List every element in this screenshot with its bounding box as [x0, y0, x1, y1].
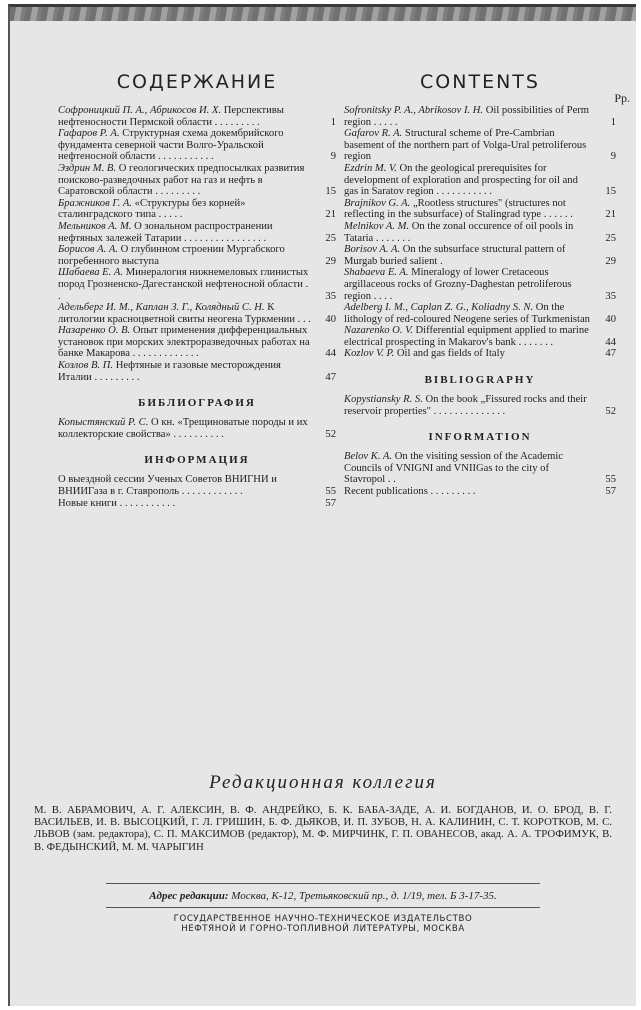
toc-entry	[344, 244, 616, 267]
toc-entry	[58, 360, 336, 383]
address-value: Москва, К-12, Третьяковский пр., д. 1/19, тел. Б 3-17-35.	[231, 890, 497, 902]
entry-title: Структурная схема докембрийского фундамента северной части Волго-Уральской нефтеносной области . . . . . . . . . . .	[58, 128, 284, 163]
toc-entry	[344, 486, 616, 498]
publisher-line-2: НЕФТЯНОЙ И ГОРНО-ТОПЛИВНОЙ ЛИТЕРАТУРЫ, МОСКВА	[181, 924, 465, 935]
contents-column-english	[344, 71, 630, 498]
entry-page-number: 21	[325, 209, 336, 221]
entry-author: Melnikov A. M.	[344, 220, 410, 232]
entry-page-number: 1	[330, 116, 336, 128]
entry-page-number: 29	[605, 255, 616, 267]
entry-page-number: 52	[325, 428, 336, 440]
entry-page-number: 35	[325, 290, 336, 302]
entry-title: Structural scheme of Pre-Cambrian basement of the northern part of Volga-Ural petroliferous region	[344, 128, 587, 163]
entry-title: Oil and gas fields of Italy	[396, 348, 505, 360]
entry-author: Kopystiansky R. S.	[344, 394, 423, 406]
entry-title: On the visiting session of the Academic Councils of VNIGNI and VNIIGas to the city of Stavropol . .	[344, 451, 564, 486]
entry-author: Kozlov V. P.	[344, 348, 395, 360]
entry-title: Recent publications . . . . . . . . .	[344, 486, 476, 498]
editorial-board-title: Редакционная коллегия	[209, 772, 437, 793]
entry-title: Минералогия нижнемеловых глинистых пород Грозненско-Дагестанской нефтеносной области . .	[58, 267, 309, 302]
toc-entry	[58, 128, 336, 163]
entry-page-number: 25	[325, 232, 336, 244]
entry-title: Mineralogy of lower Cretaceous argillaceous rocks of Grozny-Daghestan petroliferous region . . . .	[344, 267, 572, 302]
publisher-imprint	[10, 914, 636, 935]
toc-entry	[58, 474, 336, 497]
entry-page-number: 40	[605, 313, 616, 325]
entry-page-number: 15	[325, 186, 336, 198]
russian-information-list	[58, 474, 336, 509]
entry-title: К литологии красноцветной свиты неогена Туркмении . . .	[58, 302, 311, 325]
toc-entry	[344, 198, 616, 221]
entry-author: Адельберг И. М., Каплан З. Г., Колядный С. Н.	[58, 302, 265, 314]
entry-author: Ezdrin M. V.	[344, 162, 397, 174]
editorial-board	[30, 772, 616, 853]
russian-bibliography-list	[58, 417, 336, 440]
contents-column-russian	[58, 71, 336, 509]
entry-title: On the subsurface structural pattern of Murgab buried salient .	[344, 244, 566, 267]
toc-entry	[344, 163, 616, 198]
entry-author: Эздрин М. В.	[58, 162, 117, 174]
english-entries-list	[344, 105, 616, 360]
toc-entry	[58, 325, 336, 360]
entry-title: О геологических предпосылках развития поисково-разведочных работ на газ и нефть в Саратовской области . . . . . . . . .	[58, 162, 305, 198]
entry-author: Gafarov R. A.	[344, 128, 403, 140]
toc-entry	[344, 348, 616, 360]
entry-page-number: 1	[610, 116, 616, 128]
entry-title: Перспективы нефтеносности Пермской области . . . . . . . . .	[58, 105, 284, 128]
entry-author: Назаренко О. В.	[58, 325, 131, 337]
entry-title: Differential equipment applied to marine electrical prospecting in Makarov's bank . . . . . . .	[344, 325, 589, 348]
russian-information-heading: ИНФОРМАЦИЯ	[144, 454, 250, 467]
entry-page-number: 55	[325, 486, 336, 498]
toc-entry	[58, 267, 336, 302]
toc-entry	[344, 451, 616, 486]
toc-entry	[344, 128, 616, 163]
english-information-list	[344, 451, 616, 497]
entry-author: Brajnikov G. A.	[344, 197, 411, 209]
entry-author: Adelberg I. M., Caplan Z. G., Koliadny S. N.	[344, 302, 534, 314]
entry-page-number: 15	[605, 186, 616, 198]
entry-page-number: 9	[610, 151, 616, 163]
toc-entry	[58, 163, 336, 198]
entry-page-number: 40	[325, 313, 336, 325]
toc-entry	[58, 221, 336, 244]
entry-title: „Rootless structures" (structures not reflecting in the subsurface) of Stalingrad type . . . . . .	[344, 197, 573, 221]
entry-title: О глубинном строении Мургабского погребенного выступа	[58, 244, 285, 267]
russian-bibliography-heading: БИБЛИОГРАФИЯ	[138, 397, 256, 410]
divider-top	[106, 883, 540, 884]
entry-author: Sofronitsky P. A., Abrikosov I. H.	[344, 105, 484, 116]
entry-author: Nazarenko O. V.	[344, 325, 413, 337]
russian-entries-list	[58, 105, 336, 383]
toc-entry	[344, 325, 616, 348]
entry-author: Софроницкий П. А., Абрикосов И. Х.	[58, 105, 222, 116]
entry-page-number: 47	[325, 371, 336, 383]
toc-entry	[344, 221, 616, 244]
entry-page-number: 29	[325, 255, 336, 267]
entry-page-number: 55	[605, 474, 616, 486]
entry-page-number: 25	[605, 232, 616, 244]
entry-author: Копыстянский Р. С.	[58, 417, 149, 429]
entry-title: «Структуры без корней» сталинградского типа . . . . .	[58, 197, 246, 221]
entry-page-number: 57	[325, 497, 336, 509]
toc-entry	[344, 105, 616, 128]
entry-author: Shabaeva E. A.	[344, 267, 409, 279]
english-information-heading: INFORMATION	[428, 431, 532, 444]
entry-title: Опыт применения дифференциальных установок при морских электроразведочных работах на банке Макарова . . . . . . . . . . . . .	[58, 325, 310, 360]
entry-author: Borisov A. A.	[344, 244, 401, 256]
entry-title: On the lithology of red-coloured Neogene series of Turkmenistan	[344, 302, 590, 325]
entry-title: On the geological prerequisites for development of exploration and prospecting for oil and gas in Saratov region . . . . . . . . . . .	[344, 162, 578, 198]
entry-title: О зональном распространении нефтяных залежей Татарии . . . . . . . . . . . . . . . .	[58, 220, 273, 244]
address-label: Адрес редакции:	[149, 890, 229, 902]
entry-author: Борисов А. А.	[58, 244, 119, 256]
entry-page-number: 47	[605, 348, 616, 360]
english-bibliography-heading: BIBLIOGRAPHY	[424, 374, 536, 387]
divider-bottom	[106, 907, 540, 908]
entry-author: Belov K. A.	[344, 451, 393, 463]
entry-author: Гафаров Р. А.	[58, 128, 120, 140]
publisher-line-1: ГОСУДАРСТВЕННОЕ НАУЧНО-ТЕХНИЧЕСКОЕ ИЗДАТЕЛЬСТВО	[173, 914, 473, 924]
entry-title: Новые книги . . . . . . . . . . .	[58, 497, 176, 509]
entry-title: О кн. «Трещиноватые породы и их коллекторские свойства» . . . . . . . . . .	[58, 417, 308, 440]
entry-page-number: 35	[605, 290, 616, 302]
editorial-address	[10, 890, 636, 902]
toc-entry	[58, 417, 336, 440]
entry-author: Шабаева Е. А.	[58, 267, 124, 279]
entry-title: Нефтяные и газовые месторождения Италии . . . . . . . . .	[58, 360, 281, 383]
toc-entry	[344, 394, 616, 417]
entry-author: Козлов В. П.	[58, 360, 114, 372]
toc-entry	[58, 105, 336, 128]
toc-entry	[58, 302, 336, 325]
entry-title: О выездной сессии Ученых Советов ВНИГНИ и ВНИИГаза в г. Ставрополь . . . . . . . . . . . .	[58, 474, 277, 498]
entry-title: On the zonal occurence of oil pools in Tataria . . . . . . .	[344, 220, 574, 244]
entry-page-number: 9	[330, 151, 336, 163]
editorial-board-members: М. В. АБРАМОВИЧ, А. Г. АЛЕКСИН, В. Ф. АНДРЕЙКО, Б. К. БАБА-ЗАДЕ, А. И. БОГДАНОВ, И. О. БРОД, В. Г. ВАСИЛЬЕВ, И. В. ВЫСОЦКИЙ, Г. Л. ГРИШИН, Б. Ф. ДЬЯКОВ, И. П. ЗУБОВ, Н. А. КАЛИНИН, С. Т. КОРОТКОВ, М. С. ЛЬВОВ (зам. редактора), С. П. МАКСИМОВ (редактор), М. Ф. МИРЧИНК, Г. П. ОВАНЕСОВ, акад. А. А. ТРОФИМУК, В. В. ФЕДЫНСКИЙ, М. М. ЧАРЫГИН	[34, 804, 612, 853]
toc-entry	[58, 244, 336, 267]
english-contents-heading: CONTENTS	[420, 71, 540, 93]
toc-entry	[58, 498, 336, 510]
english-bibliography-list	[344, 394, 616, 417]
entry-page-number: 57	[605, 486, 616, 498]
entry-title: Oil possibilities of Perm region . . . . .	[344, 105, 590, 128]
entry-author: Мельников А. М.	[58, 220, 132, 232]
russian-contents-heading: СОДЕРЖАНИЕ	[116, 71, 278, 93]
journal-page	[8, 4, 636, 1006]
toc-entry	[344, 302, 616, 325]
entry-page-number: 44	[605, 336, 616, 348]
page-top-edge	[10, 7, 636, 21]
toc-entry	[58, 198, 336, 221]
entry-page-number: 44	[325, 348, 336, 360]
entry-page-number: 52	[605, 405, 616, 417]
toc-entry	[344, 267, 616, 302]
entry-title: On the book „Fissured rocks and their reservoir properties" . . . . . . . . . . . . . .	[344, 394, 587, 417]
pages-label: Pp.	[614, 91, 630, 105]
entry-author: Бражников Г. А.	[58, 197, 132, 209]
entry-page-number: 21	[605, 209, 616, 221]
